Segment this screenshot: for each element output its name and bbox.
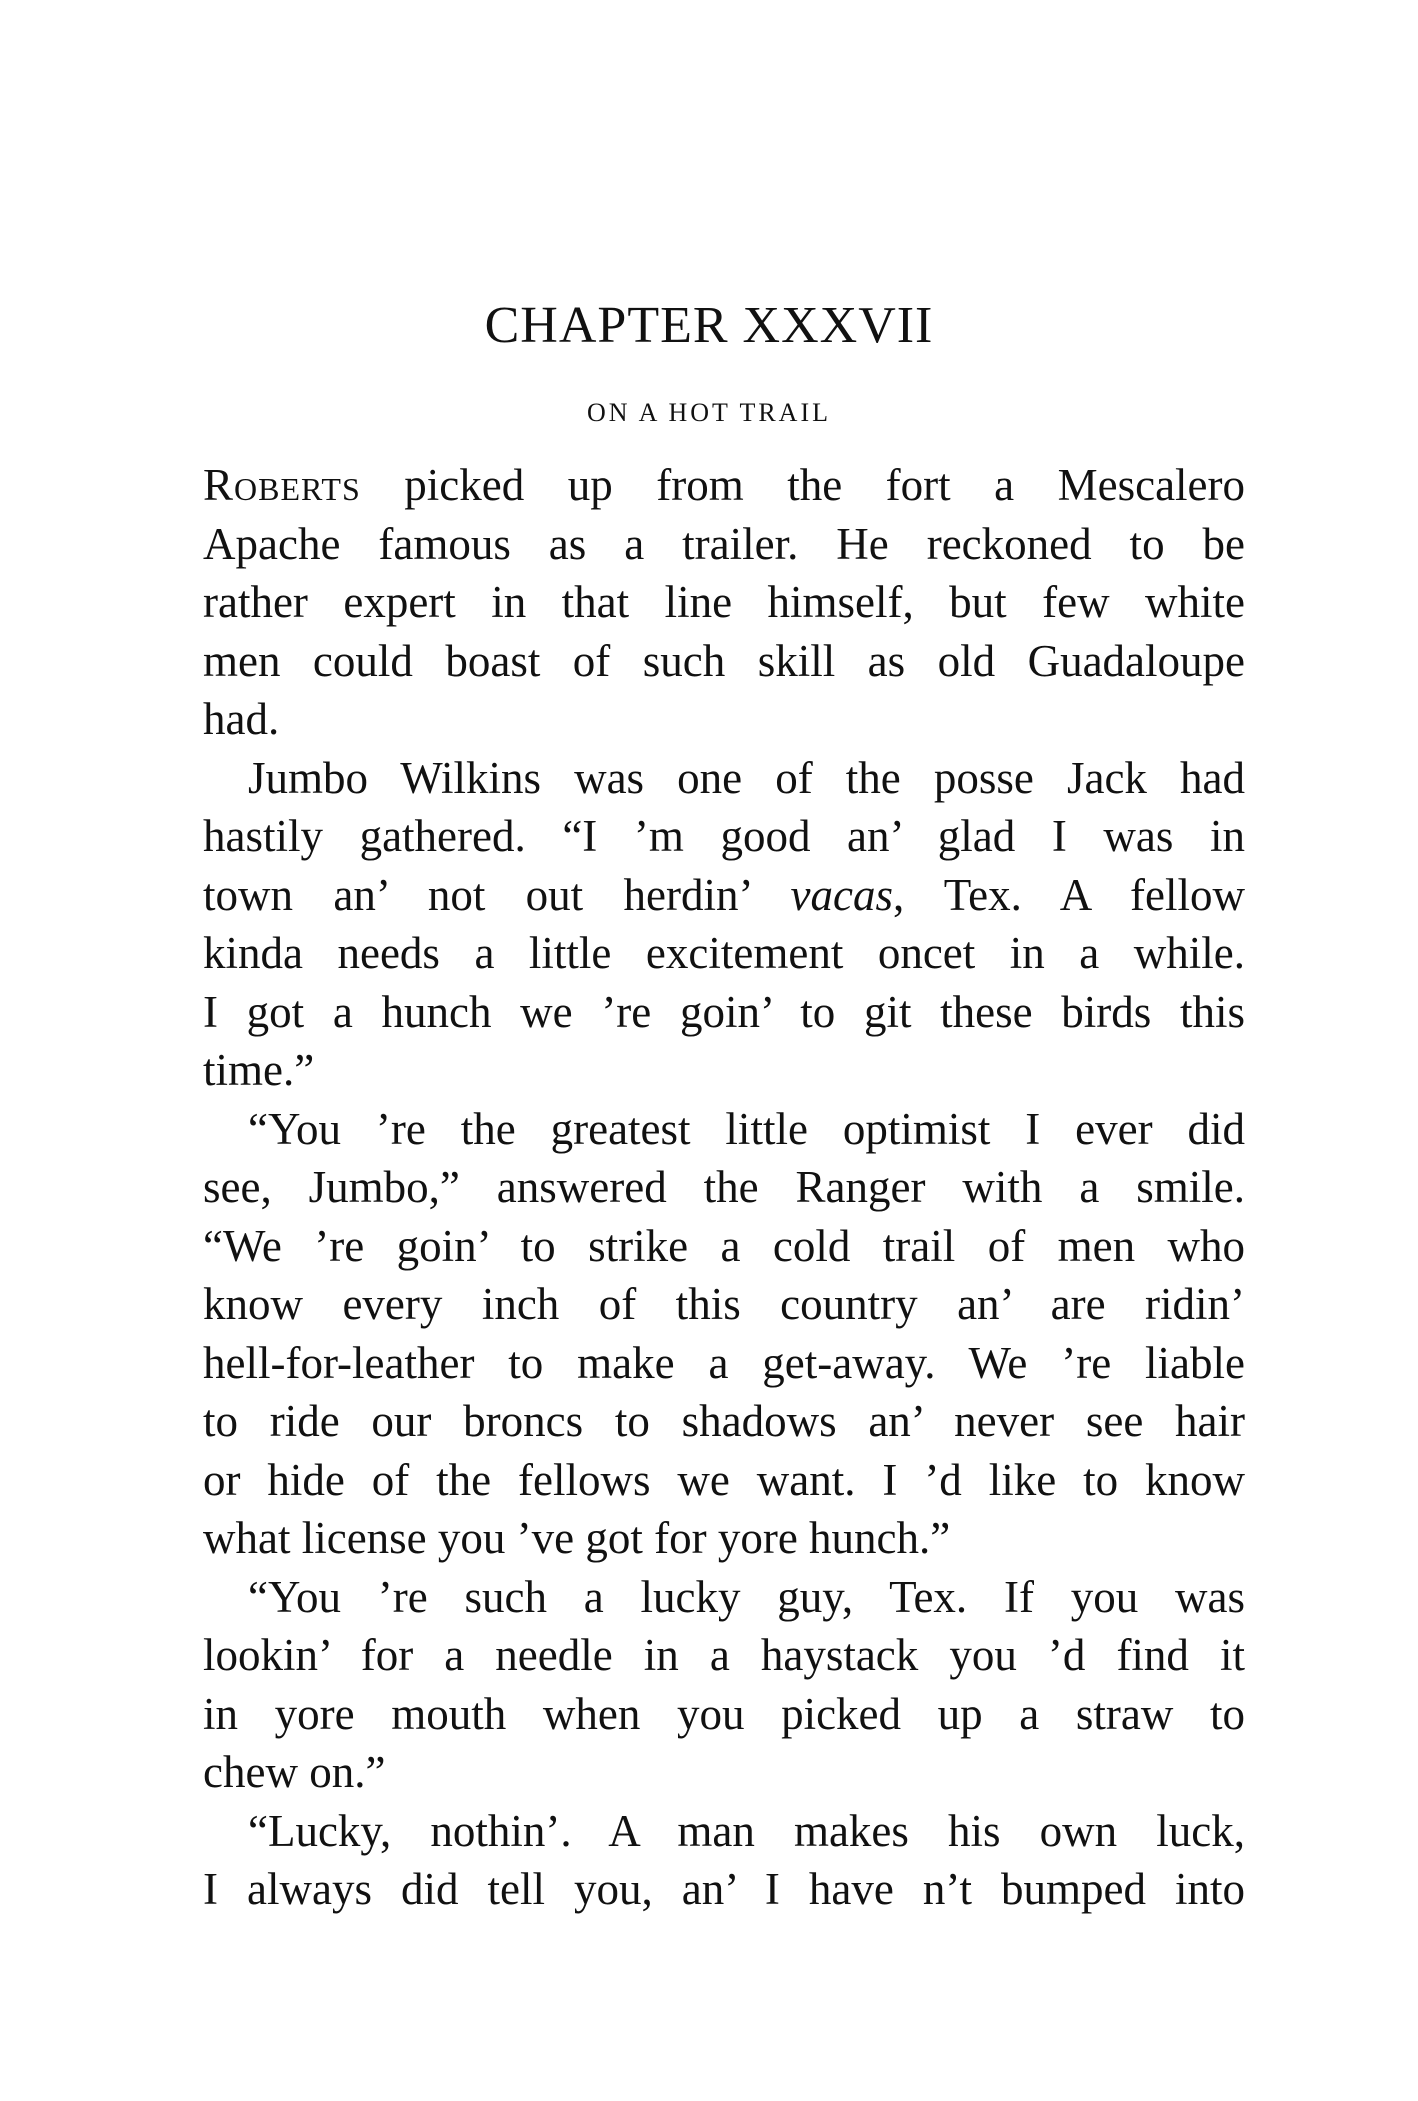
- opening-word: Roberts: [203, 460, 361, 510]
- text-line: Roberts picked up from the fort a Mescalero: [203, 460, 1246, 510]
- text-line: kinda needs a little excitement oncet in a while.: [203, 928, 1245, 978]
- text-line: I got a hunch we ’re goin’ to git these birds this: [203, 986, 1245, 1037]
- text-line: see, Jumbo,” answered the Ranger with a smile.: [203, 1162, 1245, 1212]
- text-line: had.: [203, 694, 280, 744]
- chapter-body-text: [203, 456, 1245, 1919]
- text-line: Jumbo Wilkins was one of the posse Jack had: [248, 752, 1245, 803]
- text-line: hell-for-leather to make a get-away. We ’re liable: [203, 1337, 1245, 1388]
- text-line: know every inch of this country an’ are ridin’: [203, 1279, 1245, 1329]
- text-line: town an’ not out herdin’ vacas, Tex. A fellow: [203, 869, 1246, 920]
- text-line: hastily gathered. “I ’m good an’ glad I was in: [203, 811, 1245, 861]
- chapter-number-title: CHAPTER XXXVII: [484, 297, 934, 354]
- text-line: time.”: [203, 1045, 315, 1095]
- text-line: to ride our broncs to shadows an’ never see hair: [203, 1396, 1245, 1446]
- text-line: men could boast of such skill as old Guadaloupe: [203, 635, 1245, 686]
- text-line: what license you ’ve got for yore hunch.”: [203, 1513, 951, 1563]
- text-line: “Lucky, nothin’. A man makes his own luck,: [248, 1805, 1245, 1856]
- text-line: in yore mouth when you picked up a straw to: [203, 1688, 1245, 1739]
- text-line: rather expert in that line himself, but few white: [203, 577, 1245, 627]
- text-line: “You ’re the greatest little optimist I ever did: [248, 1103, 1245, 1154]
- italic-word: vacas: [790, 869, 893, 920]
- text-line: I always did tell you, an’ I have n’t bumped into: [203, 1864, 1245, 1914]
- text-line: “You ’re such a lucky guy, Tex. If you was: [248, 1571, 1245, 1622]
- text-line: “We ’re goin’ to strike a cold trail of men who: [203, 1220, 1245, 1271]
- text-line: Apache famous as a trailer. He reckoned to be: [203, 518, 1245, 569]
- text-line: or hide of the fellows we want. I ’d like to know: [203, 1454, 1245, 1505]
- text-line: chew on.”: [203, 1747, 386, 1797]
- text-line: lookin’ for a needle in a haystack you ’d find it: [203, 1630, 1245, 1680]
- chapter-subtitle: ON A HOT TRAIL: [587, 398, 831, 427]
